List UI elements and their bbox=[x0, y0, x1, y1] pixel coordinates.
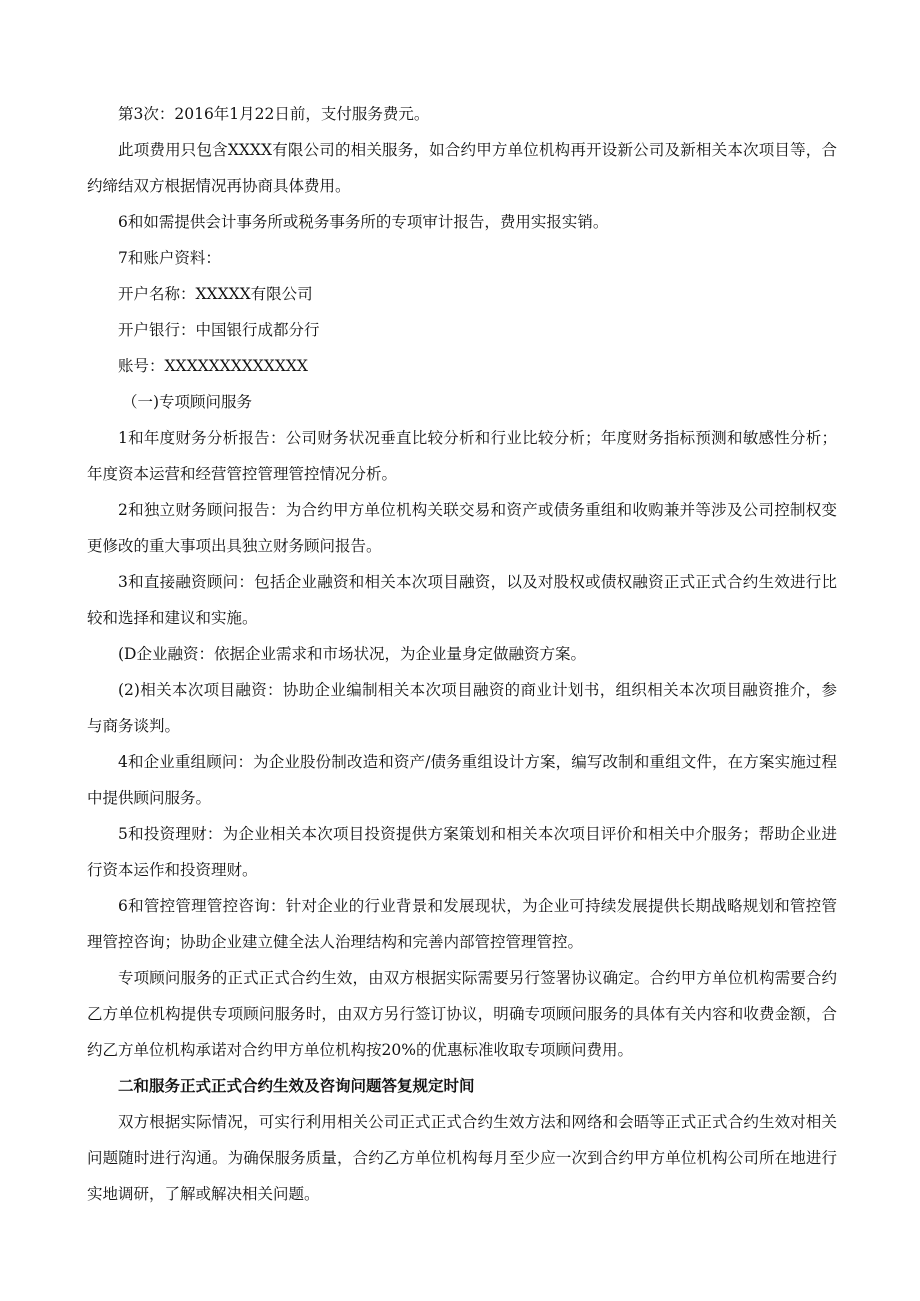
fee-scope-paragraph: 此项费用只包含XXXX有限公司的相关服务，如合约甲方单位机构再开设新公司及新相关本次项目等，合约缔结双方根据情况再协商具体费用。 bbox=[87, 141, 837, 195]
account-number: 账号：XXXXXXXXXXXXX bbox=[118, 357, 308, 375]
restructuring-advisor-item: 4和企业重组顾问：为企业股份制改造和资产/债务重组设计方案，编写改制和重组文件，在方案实施过程中提供顾问服务。 bbox=[87, 753, 837, 807]
payment-third-installment: 第3次：2016年1月22日前，支付服务费元。 bbox=[118, 105, 430, 123]
enterprise-financing-subitem: (D企业融资：依据企业需求和市场状况，为企业量身定做融资方案。 bbox=[118, 645, 586, 663]
annual-financial-report-item: 1和年度财务分析报告：公司财务状况垂直比较分析和行业比较分析；年度财务指标预测和敏感性分析；年度资本运营和经营管控管理管控情况分析。 bbox=[87, 429, 837, 483]
project-financing-subitem: (2)相关本次项目融资：协助企业编制相关本次项目融资的商业计划书，组织相关本次项目融资推介，参与商务谈判。 bbox=[87, 681, 837, 735]
communication-paragraph: 双方根据实际情况，可实行利用相关公司正式正式合约生效方法和网络和会晤等正式正式合约生效对相关问题随时进行沟通。为确保服务质量，合约乙方单位机构每月至少应一次到合约甲方单位机构公司所在地进行实地调研，了解或解决相关问题。 bbox=[87, 1113, 837, 1203]
account-info-heading: 7和账户资料： bbox=[118, 249, 221, 267]
special-consulting-terms-paragraph: 专项顾问服务的正式正式合约生效，由双方根据实际需要另行签署协议确定。合约甲方单位机构需要合约乙方单位机构提供专项顾问服务时，由双方另行签订协议，明确专项顾问服务的具体有关内容和收费金额，合约乙方单位机构承诺对合约甲方单位机构按20%的优惠标准收取专项顾问费用。 bbox=[87, 969, 837, 1059]
section-two-heading: 二和服务正式正式合约生效及咨询问题答复规定时间 bbox=[118, 1076, 475, 1095]
audit-report-fee-paragraph: 6和如需提供会计事务所或税务事务所的专项审计报告，费用实报实销。 bbox=[118, 213, 609, 231]
direct-financing-item: 3和直接融资顾问：包括企业融资和相关本次项目融资，以及对股权或债权融资正式正式合约生效进行比较和选择和建议和实施。 bbox=[87, 573, 837, 627]
account-name: 开户名称：XXXXX有限公司 bbox=[118, 285, 313, 303]
document-body bbox=[87, 96, 837, 1212]
special-consulting-heading: （一)专项顾问服务 bbox=[122, 393, 253, 411]
management-consulting-item: 6和管控管理管控咨询：针对企业的行业背景和发展现状，为企业可持续发展提供长期战略规划和管控管理管控咨询；协助企业建立健全法人治理结构和完善内部管控管理管控。 bbox=[87, 897, 837, 951]
investment-management-item: 5和投资理财：为企业相关本次项目投资提供方案策划和相关本次项目评价和相关中介服务；帮助企业进行资本运作和投资理财。 bbox=[87, 825, 837, 879]
account-bank: 开户银行：中国银行成都分行 bbox=[118, 321, 320, 339]
independent-financial-advisor-item: 2和独立财务顾问报告：为合约甲方单位机构关联交易和资产或债务重组和收购兼并等涉及公司控制权变更修改的重大事项出具独立财务顾问报告。 bbox=[87, 501, 837, 555]
